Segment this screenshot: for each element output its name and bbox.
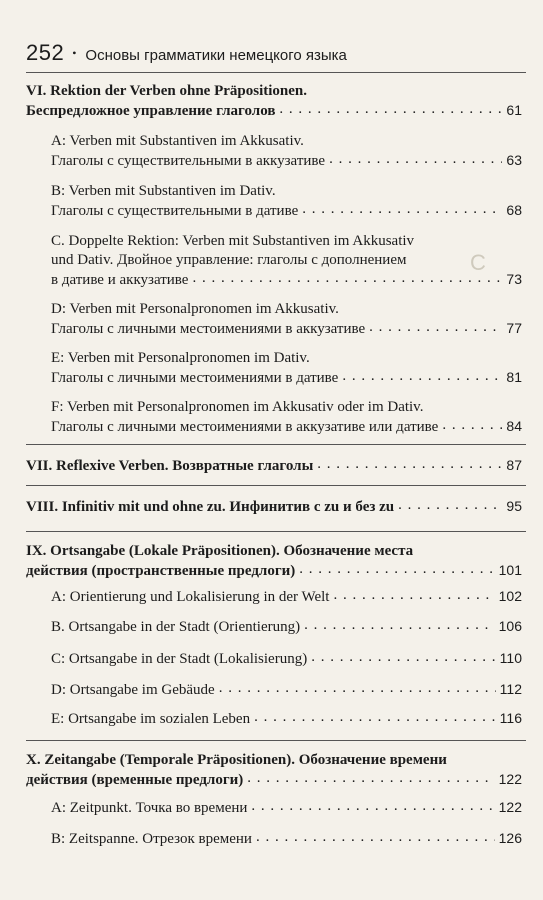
toc-subsection-ix-d[interactable] <box>51 680 522 700</box>
toc-subsection-ix-b[interactable] <box>51 617 522 637</box>
dot-leader <box>442 416 502 435</box>
dot-leader <box>342 367 502 386</box>
toc-section-ix[interactable] <box>26 542 522 581</box>
header-bullet: • <box>72 46 77 60</box>
running-header <box>26 40 347 66</box>
dot-leader <box>219 679 496 698</box>
toc-section-vi[interactable] <box>26 82 522 121</box>
toc-entry-line: IX. Ortsangabe (Lokale Präpositionen). Обозначение места <box>26 543 414 559</box>
toc-entry-line: VIII. Infinitiv mit und ohne zu. Инфинитив с zu и без zu <box>26 499 395 515</box>
toc-entry-line: C: Ortsangabe in der Stadt (Lokalisierung) <box>51 651 308 667</box>
dot-leader <box>192 269 502 288</box>
toc-entry-line: Беспредложное управление глаголов <box>26 103 276 119</box>
toc-entry-line: VI. Rektion der Verben ohne Präpositionen. <box>26 83 308 99</box>
toc-entry-line: A: Orientierung und Lokalisierung in der Welt <box>51 589 330 605</box>
toc-subsection-ix-e[interactable] <box>51 709 522 729</box>
toc-page-number: 84 <box>506 418 522 434</box>
toc-subsection-x-a[interactable] <box>51 798 522 818</box>
toc-page-number: 126 <box>498 830 522 846</box>
toc-section-viii[interactable] <box>26 497 522 517</box>
section-rule <box>26 485 526 486</box>
dot-leader <box>329 150 502 169</box>
toc-page-number: 63 <box>506 152 522 168</box>
toc-subsection-vi-e[interactable] <box>51 349 522 388</box>
toc-page-number: 95 <box>506 498 522 514</box>
toc-subsection-vi-a[interactable] <box>51 132 522 171</box>
toc-page-number: 110 <box>499 650 522 666</box>
toc-entry-line: в дативе и аккузативе <box>51 272 189 288</box>
toc-entry-line: X. Zeitangabe (Temporale Präpositionen). Обозначение времени <box>26 752 447 768</box>
dot-leader <box>302 200 502 219</box>
toc-entry-line: VII. Reflexive Verben. Возвратные глаголы <box>26 458 314 474</box>
dot-leader <box>398 496 502 515</box>
toc-section-vii[interactable] <box>26 456 522 476</box>
toc-entry-line: Глаголы с личными местоимениями в аккузативе <box>51 321 366 337</box>
toc-page-number: 68 <box>506 202 522 218</box>
dot-leader <box>254 708 496 727</box>
section-rule <box>26 531 526 532</box>
toc-page-number: 61 <box>506 102 522 118</box>
toc-entry-line: C. Doppelte Rektion: Verben mit Substantiven im Akkusativ <box>51 233 415 249</box>
toc-entry-line: Глаголы с существительными в дативе <box>51 203 299 219</box>
dot-leader <box>317 455 502 474</box>
toc-entry-line: und Dativ. Двойное управление: глаголы с дополнением <box>51 252 407 268</box>
toc-entry-line: Глаголы с личными местоимениями в аккузативе или дативе <box>51 419 439 435</box>
section-rule <box>26 740 526 741</box>
dot-leader <box>247 769 494 788</box>
book-title: Основы грамматики немецкого языка <box>85 47 347 64</box>
dot-leader <box>333 586 494 605</box>
toc-entry-line: D: Ortsangabe im Gebäude <box>51 682 215 698</box>
dot-leader <box>304 616 495 635</box>
toc-page-number: 122 <box>498 799 522 815</box>
toc-subsection-ix-a[interactable] <box>51 587 522 607</box>
toc-entry-line: E: Verben mit Personalpronomen im Dativ. <box>51 350 310 366</box>
dot-leader <box>299 560 494 579</box>
toc-entry-line: B: Zeitspanne. Отрезок времени <box>51 831 252 847</box>
toc-entry-line: A: Zeitpunkt. Точка во времени <box>51 800 248 816</box>
toc-page-number: 106 <box>498 618 522 634</box>
toc-page-number: 122 <box>498 771 522 787</box>
toc-entry-line: F: Verben mit Personalpronomen im Akkusativ oder im Dativ. <box>51 399 424 415</box>
toc-section-x[interactable] <box>26 751 522 790</box>
dot-leader <box>251 797 494 816</box>
toc-page-number: 73 <box>506 271 522 287</box>
toc-page-number: 102 <box>498 588 522 604</box>
toc-entry-line: B: Verben mit Substantiven im Dativ. <box>51 183 276 199</box>
toc-page-number: 81 <box>506 369 522 385</box>
toc-subsection-vi-d[interactable] <box>51 300 522 339</box>
toc-page-number: 87 <box>506 457 522 473</box>
toc-entry-line: Глаголы с личными местоимениями в дативе <box>51 370 339 386</box>
dot-leader <box>256 828 495 847</box>
toc-page-number: 112 <box>499 681 522 697</box>
toc-subsection-x-b[interactable] <box>51 829 522 849</box>
toc-entry-line: B. Ortsangabe in der Stadt (Orientierung) <box>51 619 301 635</box>
toc-page-number: 77 <box>506 320 522 336</box>
toc-subsection-vi-c[interactable] <box>51 232 522 290</box>
header-rule <box>26 72 526 73</box>
page-number: 252 <box>26 40 65 65</box>
toc-subsection-vi-b[interactable] <box>51 182 522 221</box>
toc-subsection-vi-f[interactable] <box>51 398 522 437</box>
dot-leader <box>369 318 502 337</box>
toc-entry-line: E: Ortsangabe im sozialen Leben <box>51 711 251 727</box>
toc-entry-line: действия (временные предлоги) <box>26 772 244 788</box>
dot-leader <box>279 100 502 119</box>
dot-leader <box>311 648 495 667</box>
section-rule <box>26 444 526 445</box>
toc-page-number: 101 <box>498 562 522 578</box>
toc-entry-line: D: Verben mit Personalpronomen im Akkusativ. <box>51 301 339 317</box>
toc-subsection-ix-c[interactable] <box>51 649 522 669</box>
toc-page-number: 116 <box>499 710 522 726</box>
toc-entry-line: действия (пространственные предлоги) <box>26 563 296 579</box>
bleed-through-text: С <box>470 250 487 275</box>
toc-entry-line: Глаголы с существительными в аккузативе <box>51 153 326 169</box>
toc-entry-line: A: Verben mit Substantiven im Akkusativ. <box>51 133 304 149</box>
